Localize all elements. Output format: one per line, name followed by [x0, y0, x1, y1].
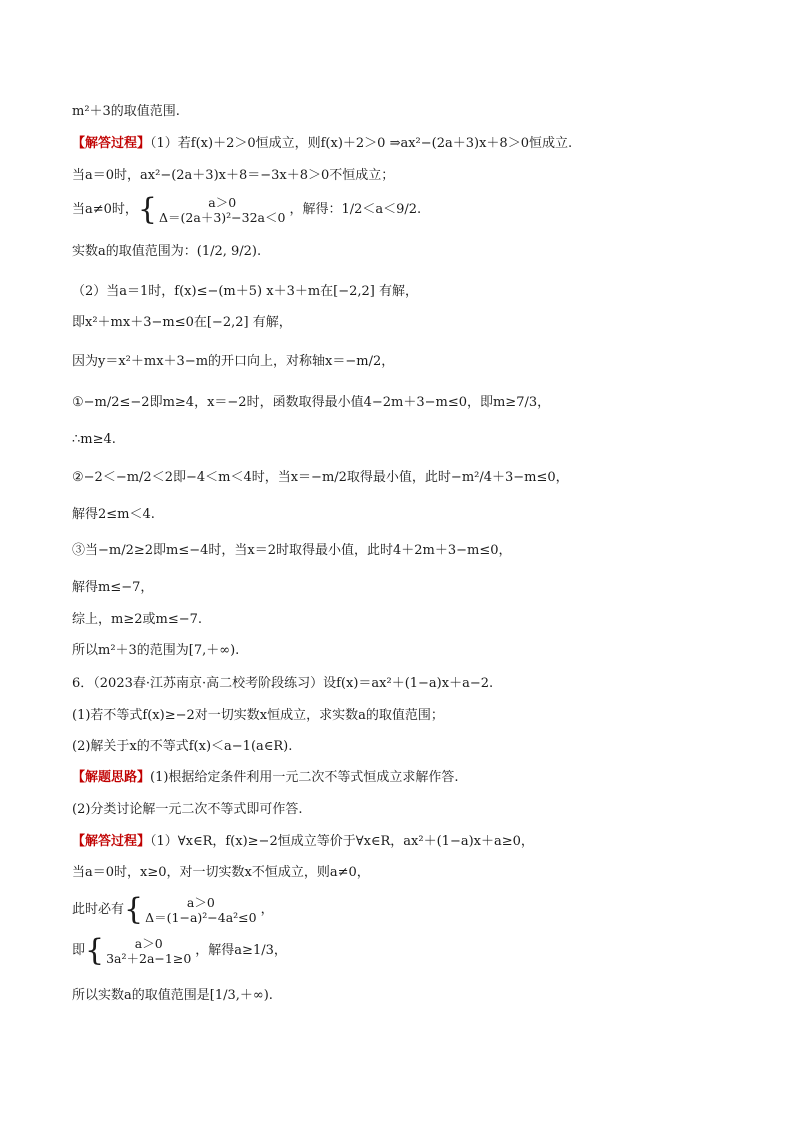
text-line [72, 832, 734, 852]
line-text: 6．（2023春·江苏南京·高二校考阶段练习）设f(x)＝ax²＋(1−a)x＋a−2. [72, 676, 494, 691]
equation-system-line [72, 934, 734, 968]
solution-label: 【解答过程】 [72, 834, 151, 849]
equation-system [106, 936, 191, 966]
line-text: 即x²＋mx＋3−m≤0在[−2,2] 有解， [72, 315, 292, 330]
system-prefix: 即 [72, 943, 86, 958]
text-line [72, 166, 734, 186]
system-row: a＞0 [186, 894, 215, 910]
line-text: 综上，m≥2或m≤−7. [72, 612, 203, 627]
solution-label: 【解答过程】 [72, 136, 151, 151]
equation-system-line [72, 893, 734, 927]
text-line [72, 393, 734, 413]
line-text: (1)根据给定条件利用一元二次不等式恒成立求解作答. [150, 770, 459, 785]
text-line [72, 282, 734, 302]
equation-system [159, 195, 285, 225]
line-text: 所以m²＋3的范围为[7,＋∞). [72, 643, 240, 658]
text-line [72, 768, 734, 788]
idea-label: 【解题思路】 [72, 770, 151, 785]
equation-system [145, 895, 257, 925]
line-text: 实数a的取值范围为：(1/2, 9/2). [72, 244, 262, 259]
line-text: (2)分类讨论解一元二次不等式即可作答. [72, 802, 303, 817]
text-line [72, 610, 734, 630]
line-text: ，解得a≥1/3， [195, 943, 287, 958]
line-text: (1)若不等式f(x)≥−2对一切实数x恒成立，求实数a的取值范围； [72, 708, 444, 723]
equation-system-line [72, 193, 734, 227]
system-row: Δ＝(1−a)²−4a²≤0 [145, 909, 257, 925]
text-line [72, 737, 734, 757]
system-row: Δ＝(2a＋3)²−32a＜0 [159, 209, 286, 225]
line-text: 所以实数a的取值范围是[1/3,＋∞). [72, 988, 273, 1003]
text-line [72, 986, 734, 1006]
line-text: 当a＝0时，x≥0，对一切实数x不恒成立，则a≠0， [72, 865, 370, 880]
line-text: 解得m≤−7， [72, 580, 154, 595]
left-brace: { [137, 191, 158, 227]
system-prefix: 此时必有 [72, 902, 125, 917]
text-line [72, 102, 734, 122]
line-text: 当a＝0时，ax²−(2a＋3)x＋8＝−3x＋8＞0不恒成立； [72, 168, 395, 183]
text-line [72, 863, 734, 883]
line-text: （2）当a＝1时，f(x)≤−(m＋5) x＋3＋m在[−2,2] 有解， [72, 284, 419, 299]
text-line [72, 641, 734, 661]
text-line [72, 313, 734, 333]
system-row: a＞0 [134, 935, 163, 951]
text-line [72, 541, 734, 561]
text-line [72, 352, 734, 372]
line-text: 解得2≤m＜4. [72, 507, 155, 522]
line-text: ，解得：1/2＜a＜9/2. [289, 202, 422, 217]
system-row: 3a²＋2a−1≥0 [106, 950, 192, 966]
left-brace: { [85, 932, 105, 968]
line-text: 因为y＝x²＋mx＋3−m的开口向上，对称轴x＝−m/2， [72, 354, 395, 369]
text-line [72, 706, 734, 726]
left-brace: { [124, 891, 144, 927]
line-text: ②−2＜−m/2＜2即−4＜m＜4时，当x＝−m/2取得最小值，此时−m²/4＋3−m≤0， [72, 470, 569, 485]
line-text: (2)解关于x的不等式f(x)＜a−1(a∈R). [72, 739, 293, 754]
system-row: a＞0 [208, 194, 237, 210]
text-line [72, 578, 734, 598]
text-line [72, 242, 734, 262]
line-text: （1）∀x∈R，f(x)≥−2恒成立等价于∀x∈R，ax²＋(1−a)x＋a≥0， [150, 834, 534, 849]
line-text: ， [260, 902, 274, 917]
line-text: ③当−m/2≥2即m≤−4时，当x＝2时取得最小值，此时4＋2m＋3−m≤0， [72, 543, 512, 558]
line-text: ①−m/2≤−2即m≥4，x＝−2时，函数取得最小值4−2m＋3−m≤0，即m≥7/3， [72, 395, 551, 410]
line-text: （1）若f(x)＋2＞0恒成立，则f(x)＋2＞0 ⇒ax²−(2a＋3)x＋8＞0恒成立. [150, 136, 573, 151]
line-text: m²＋3的取值范围. [72, 104, 180, 119]
text-line [72, 468, 734, 488]
text-line [72, 505, 734, 525]
problem-title [72, 674, 734, 694]
text-line [72, 430, 734, 450]
text-line [72, 800, 734, 820]
line-text: ∴m≥4. [72, 432, 116, 447]
system-prefix: 当a≠0时， [72, 202, 138, 217]
text-line [72, 134, 734, 154]
